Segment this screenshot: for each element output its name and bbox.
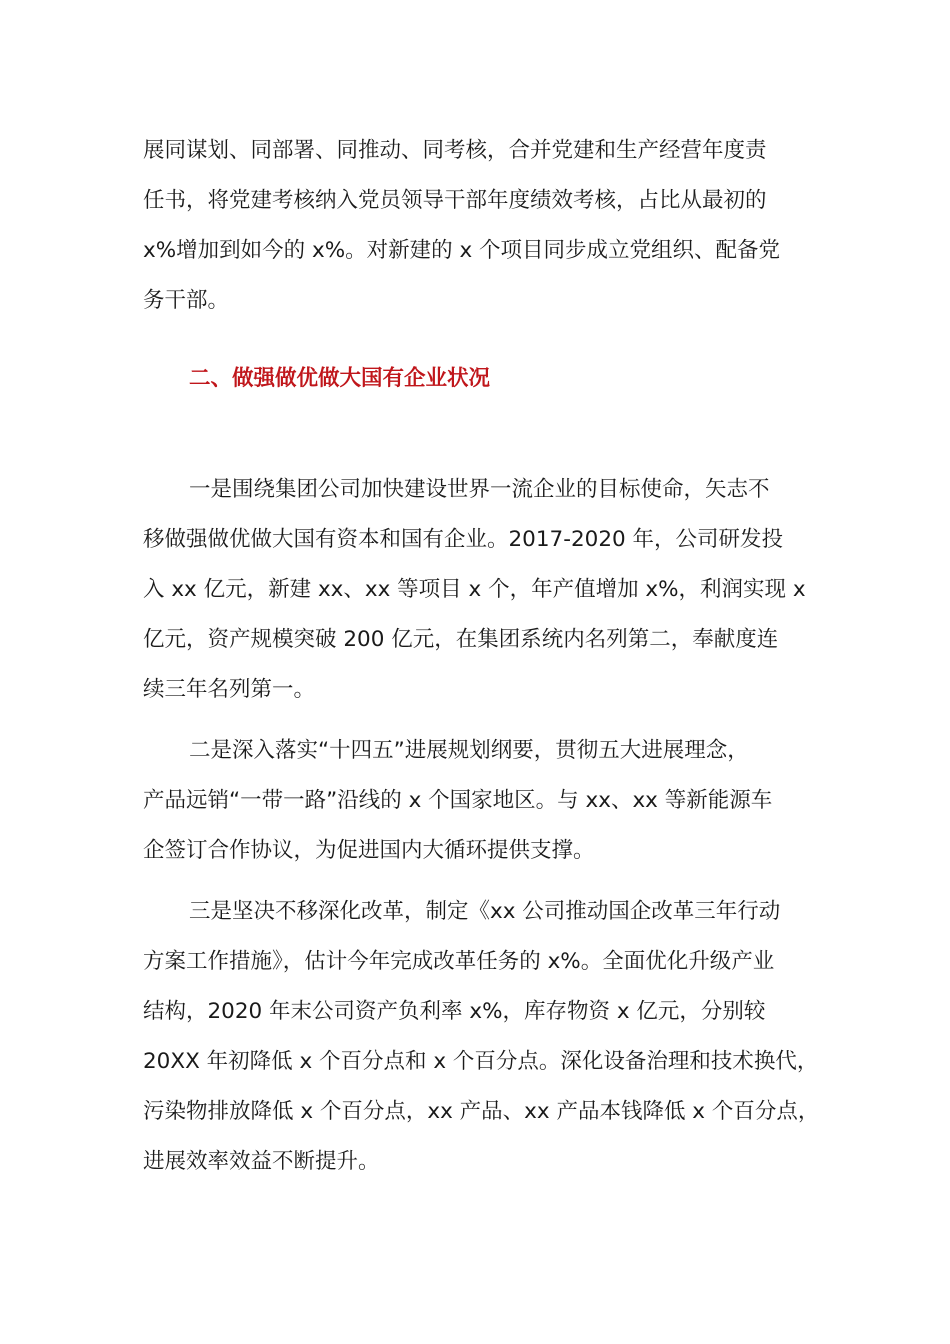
paragraph-3-line-2: 方案工作措施》，估计今年完成改革任务的 x%。全面优化升级产业: [143, 949, 775, 974]
section-heading: 二、做强做优做大国有企业状况: [189, 366, 491, 391]
paragraph-1-line-3: 入 xx 亿元，新建 xx、xx 等项目 x 个，年产值增加 x%，利润实现 x: [143, 577, 806, 602]
intro-line-3: x%增加到如今的 x%。对新建的 x 个项目同步成立党组织、配备党: [143, 238, 781, 263]
paragraph-2-line-2: 产品远销“一带一路”沿线的 x 个国家地区。与 xx、xx 等新能源车: [143, 788, 773, 813]
intro-line-2: 任书，将党建考核纳入党员领导干部年度绩效考核，占比从最初的: [143, 188, 767, 213]
intro-line-1: 展同谋划、同部署、同推动、同考核，合并党建和生产经营年度责: [143, 138, 767, 163]
paragraph-3-line-6: 进展效率效益不断提升。: [143, 1149, 380, 1174]
paragraph-1-line-5: 续三年名列第一。: [143, 677, 316, 702]
intro-line-4: 务干部。: [143, 288, 230, 313]
paragraph-3-line-4: 20XX 年初降低 x 个百分点和 x 个百分点。深化设备治理和技术换代，: [143, 1049, 819, 1074]
paragraph-2-line-3: 企签订合作协议，为促进国内大循环提供支撑。: [143, 838, 595, 863]
paragraph-3-line-1: 三是坚决不移深化改革，制定《xx 公司推动国企改革三年行动: [189, 899, 781, 924]
paragraph-1-line-4: 亿元，资产规模突破 200 亿元，在集团系统内名列第二，奉献度连: [143, 627, 779, 652]
paragraph-1-line-2: 移做强做优做大国有资本和国有企业。2017-2020 年，公司研发投: [143, 527, 784, 552]
paragraph-3-line-3: 结构，2020 年末公司资产负利率 x%，库存物资 x 亿元，分别较: [143, 999, 766, 1024]
paragraph-3-line-5: 污染物排放降低 x 个百分点，xx 产品、xx 产品本钱降低 x 个百分点，: [143, 1099, 820, 1124]
paragraph-2-line-1: 二是深入落实“十四五”进展规划纲要，贯彻五大进展理念，: [189, 738, 749, 763]
paragraph-1-line-1: 一是围绕集团公司加快建设世界一流企业的目标使命，矢志不: [189, 477, 770, 502]
